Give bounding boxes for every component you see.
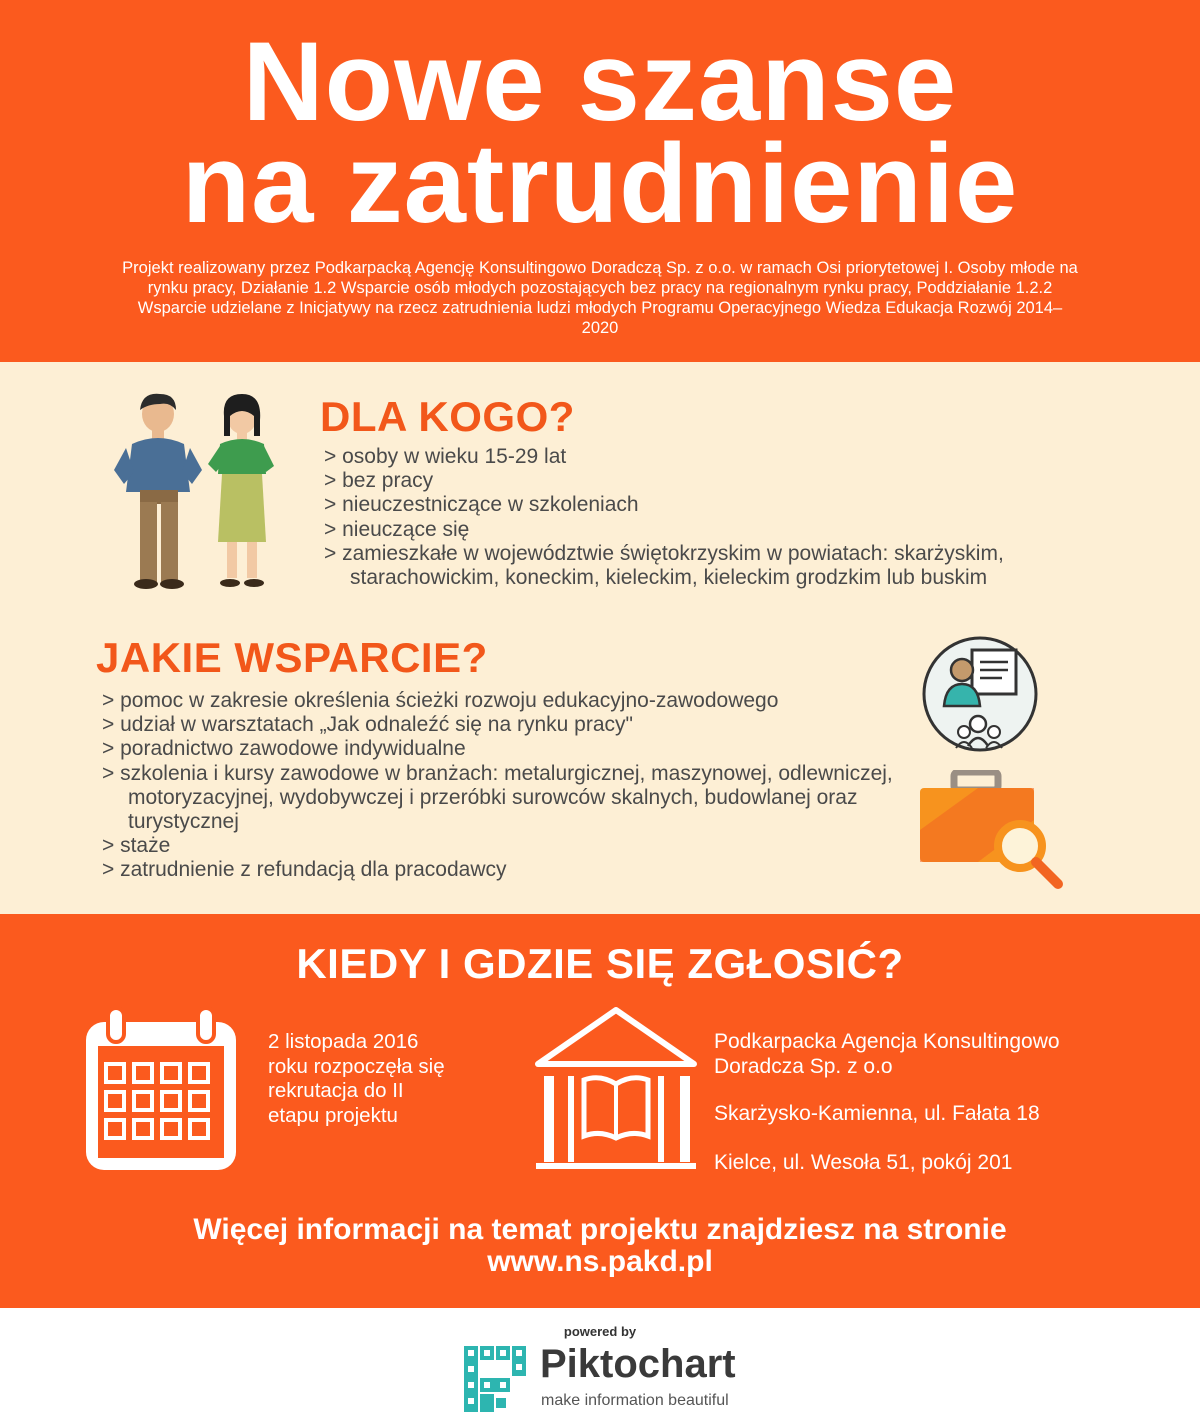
list-item: > osoby w wieku 15-29 lat — [324, 445, 567, 468]
list-item: > bez pracy — [324, 469, 434, 493]
piktochart-logo-icon — [464, 1346, 530, 1412]
list-item: > nieuczestniczące w szkoleniach — [324, 493, 639, 517]
institution-icon — [534, 1006, 698, 1174]
calendar-icon — [80, 1006, 242, 1174]
list-item: > zamieszkałe w województwie świętokrzyskim w powiatach: skarżyskim, starachowickim, koneckim, kieleckim, kieleckim grodzkim lub buskim — [324, 541, 1004, 590]
piktochart-brand: Piktochart — [540, 1342, 736, 1386]
piktochart-tagline: make information beautiful — [541, 1392, 729, 1409]
for-whom-heading: DLA KOGO? — [320, 393, 575, 440]
page-title-line2: na zatrudnienie — [181, 121, 1019, 246]
list-item: > zatrudnienie z refundacją dla pracodawcy — [102, 858, 507, 882]
list-item: > nieuczące się — [324, 517, 470, 541]
support-heading: JAKIE WSPARCIE? — [96, 634, 488, 681]
presentation-icon — [922, 636, 1042, 756]
more-info-line: Więcej informacji na temat projektu znajdziesz na stronie — [193, 1213, 1007, 1246]
powered-by-label: powered by — [563, 1324, 637, 1339]
for-whom-list — [324, 445, 1094, 590]
address-kielce: Kielce, ul. Wesoła 51, pokój 201 — [714, 1151, 1013, 1174]
recruitment-date: 2 listopada 2016 roku rozpoczęła się rekrutacja do II etapu projektu — [268, 1030, 445, 1127]
list-item: > udział w warsztatach „Jak odnaleźć się na rynku pracy" — [102, 713, 633, 737]
briefcase-search-icon — [918, 770, 1068, 894]
list-item: > pomoc w zakresie określenia ścieżki rozwoju edukacyjno-zawodowego — [102, 689, 779, 712]
when-where-heading: KIEDY I GDZIE SIĘ ZGŁOSIĆ? — [296, 940, 904, 987]
project-description: Projekt realizowany przez Podkarpacką Agencję Konsultingowo Doradczą Sp. z o.o. w ramach Osi priorytetowej I. Osoby młode na rynku pracy, Działanie 1.2 Wsparcie osób młodych pozostających bez pracy na regionalnym rynku pracy, Poddziałanie 1.2.2 Wsparcie udzielane z Inicjatywy na rzecz zatrudnienia ludzi młodych Programu Operacyjnego Wiedza Edukacja Rozwój 2014–2020 — [122, 259, 1078, 337]
address-skarzysko: Skarżysko-Kamienna, ul. Fałata 18 — [714, 1102, 1040, 1125]
more-info-text — [0, 1214, 1200, 1278]
people-illustration-icon — [110, 392, 290, 592]
list-item: > szkolenia i kursy zawodowe w branżach: metalurgicznej, maszynowej, odlewniczej, motoryzacyjnej, wydobywczej i przeróbki surowców skalnych, budowlanej oraz turystycznej — [102, 761, 893, 834]
website-link[interactable]: www.ns.pakd.pl — [487, 1245, 713, 1278]
page-title-line1: Nowe szanse — [242, 19, 958, 144]
list-item: > staże — [102, 834, 171, 858]
support-list — [102, 689, 912, 883]
organization-name: Podkarpacka Agencja Konsultingowo Doradcza Sp. z o.o — [714, 1030, 1060, 1078]
list-item: > poradnictwo zawodowe indywidualne — [102, 737, 466, 761]
